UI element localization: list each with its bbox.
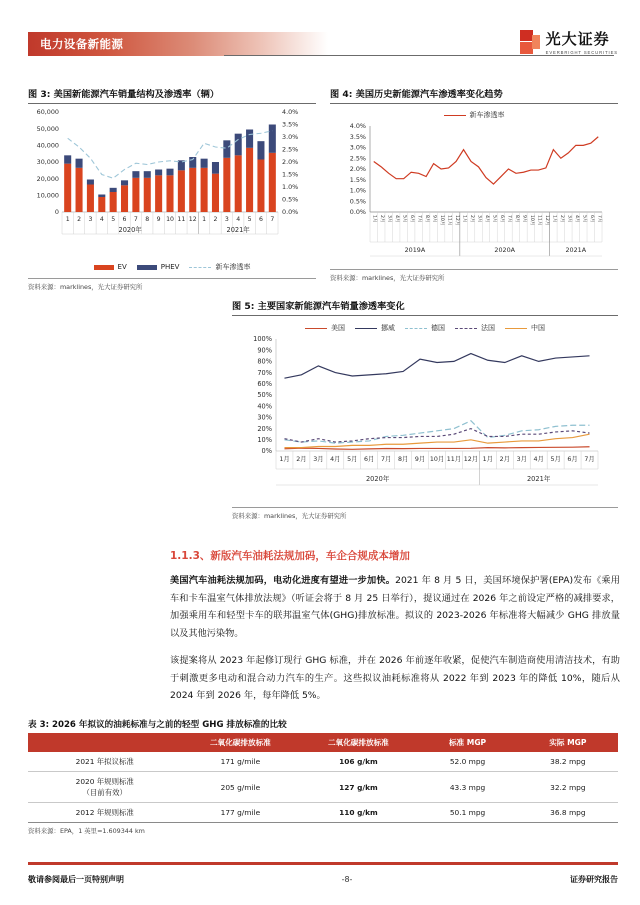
svg-text:2月: 2月 bbox=[499, 456, 510, 463]
svg-text:2月: 2月 bbox=[469, 215, 475, 223]
table-header-cell-1: 二氧化碳排放标准 bbox=[181, 733, 299, 752]
header-divider bbox=[224, 55, 614, 56]
figure-3-title: 图 3: 美国新能源汽车销量结构及渗透率（辆） bbox=[28, 89, 220, 100]
table-row bbox=[28, 752, 618, 772]
svg-text:5月: 5月 bbox=[347, 456, 358, 463]
table-cell: 177 g/mile bbox=[181, 803, 299, 823]
svg-text:11月: 11月 bbox=[536, 215, 542, 226]
table-cell: 110 g/km bbox=[299, 803, 417, 823]
svg-text:7月: 7月 bbox=[416, 215, 422, 223]
legend-item bbox=[189, 262, 250, 272]
legend-swatch bbox=[189, 267, 211, 268]
figure-5 bbox=[232, 298, 618, 520]
svg-text:2020A: 2020A bbox=[494, 246, 516, 254]
svg-text:80%: 80% bbox=[257, 357, 272, 366]
table-cell: 2021 年拟议标准 bbox=[28, 752, 181, 772]
svg-text:5月: 5月 bbox=[581, 215, 587, 223]
svg-text:12月: 12月 bbox=[543, 215, 549, 226]
svg-text:6月: 6月 bbox=[364, 456, 375, 463]
svg-text:1月: 1月 bbox=[279, 456, 290, 463]
svg-text:50%: 50% bbox=[257, 391, 272, 400]
svg-text:5: 5 bbox=[111, 216, 116, 223]
table-cell: 50.1 mpg bbox=[417, 803, 517, 823]
legend-swatch bbox=[137, 265, 157, 270]
legend-label: EV bbox=[117, 263, 127, 271]
svg-text:40,000: 40,000 bbox=[36, 141, 59, 150]
svg-text:5月: 5月 bbox=[401, 215, 407, 223]
svg-text:2021A: 2021A bbox=[565, 246, 587, 254]
svg-text:1月: 1月 bbox=[551, 215, 557, 223]
svg-text:7: 7 bbox=[133, 216, 138, 223]
svg-text:60%: 60% bbox=[257, 380, 272, 388]
legend-label: PHEV bbox=[160, 263, 180, 271]
svg-text:6月: 6月 bbox=[567, 456, 578, 463]
figure-5-title-rule bbox=[232, 315, 618, 316]
svg-text:10月: 10月 bbox=[439, 215, 445, 226]
svg-text:10,000: 10,000 bbox=[36, 191, 59, 200]
svg-text:10月: 10月 bbox=[429, 456, 445, 463]
svg-text:0.0%: 0.0% bbox=[282, 208, 299, 217]
paragraph-1-rest: 2021 年 8 月 5 日，美国环境保护署(EPA)发布《乘用车和卡车温室气体排放法规》（听证会将于 8 月 25 日举行），提议通过在 2026 年之前设定严格的减排要求，加强乘用车和轻型卡车的联邦温室气体(GHG)排放标准。拟议的 2023-2026 年标准将大幅减少 GHG 排放量以及其他污染物。 bbox=[170, 575, 620, 639]
figure-4-plot bbox=[330, 120, 618, 260]
figure-3-plot bbox=[28, 104, 316, 259]
legend-item bbox=[505, 323, 545, 333]
svg-text:8月: 8月 bbox=[424, 215, 430, 223]
svg-text:2月: 2月 bbox=[558, 215, 564, 223]
paragraph-1-lead: 美国汽车油耗法规加码，电动化进度有望进一步加快。 bbox=[170, 575, 396, 586]
table-header-cell-3: 标准 MGP bbox=[417, 733, 517, 752]
svg-text:30%: 30% bbox=[257, 413, 272, 422]
svg-text:2.0%: 2.0% bbox=[282, 158, 299, 167]
legend-swatch bbox=[505, 328, 527, 329]
svg-text:6: 6 bbox=[258, 216, 263, 223]
header-band-label: 电力设备新能源 bbox=[40, 37, 124, 51]
svg-text:3.0%: 3.0% bbox=[282, 133, 299, 142]
figure-5-title: 图 5: 主要国家新能源汽车销量渗透率变化 bbox=[232, 301, 405, 312]
svg-text:7月: 7月 bbox=[506, 215, 512, 223]
legend-label: 挪威 bbox=[381, 324, 395, 332]
legend-label: 中国 bbox=[531, 324, 545, 332]
figure-5-source: 资料来源：marklines，光大证券研究所 bbox=[232, 512, 347, 520]
legend-label: 美国 bbox=[331, 324, 345, 332]
svg-text:4.0%: 4.0% bbox=[349, 122, 366, 131]
svg-text:8: 8 bbox=[145, 216, 150, 223]
figure-3-legend bbox=[28, 262, 316, 272]
table-cell: 127 g/km bbox=[299, 772, 417, 803]
svg-text:0.5%: 0.5% bbox=[349, 197, 366, 206]
legend-item bbox=[305, 323, 345, 333]
legend-label: 新车渗透率 bbox=[215, 263, 251, 271]
svg-text:1: 1 bbox=[65, 216, 70, 223]
svg-text:0: 0 bbox=[54, 208, 59, 217]
svg-text:2月: 2月 bbox=[296, 456, 307, 463]
svg-text:50,000: 50,000 bbox=[36, 124, 59, 133]
svg-text:8月: 8月 bbox=[397, 456, 409, 463]
svg-text:3.5%: 3.5% bbox=[349, 132, 366, 141]
svg-text:60,000: 60,000 bbox=[36, 108, 59, 117]
svg-text:12月: 12月 bbox=[454, 215, 460, 226]
svg-text:1月: 1月 bbox=[461, 215, 467, 223]
figure-4-legend bbox=[330, 110, 618, 120]
svg-text:4月: 4月 bbox=[330, 456, 341, 463]
svg-text:90%: 90% bbox=[257, 346, 272, 355]
svg-text:2.0%: 2.0% bbox=[349, 165, 366, 174]
footer-left: 敬请参阅最后一页特别声明 bbox=[28, 875, 124, 884]
svg-text:20,000: 20,000 bbox=[36, 174, 59, 183]
footer-right: 证券研究报告 bbox=[570, 875, 618, 884]
paragraph-1 bbox=[170, 572, 620, 642]
svg-text:2019A: 2019A bbox=[404, 246, 426, 254]
svg-text:100%: 100% bbox=[253, 335, 272, 344]
svg-text:30,000: 30,000 bbox=[36, 158, 59, 167]
svg-text:11: 11 bbox=[177, 216, 186, 223]
table-header-cell-0 bbox=[28, 733, 181, 752]
legend-swatch bbox=[305, 328, 327, 329]
svg-text:7: 7 bbox=[270, 216, 275, 223]
svg-text:9月: 9月 bbox=[521, 215, 527, 223]
logo-text-cn: 光大证券 bbox=[545, 30, 610, 48]
svg-text:1.0%: 1.0% bbox=[282, 183, 299, 192]
logo-text-en: EVERBRIGHT SECURITIES bbox=[545, 50, 618, 55]
table-header-cell-4: 实际 MGP bbox=[518, 733, 618, 752]
table-row bbox=[28, 772, 618, 803]
table-3-title: 表 3: 2026 年拟议的油耗标准与之前的轻型 GHG 排放标准的比较 bbox=[28, 720, 287, 730]
svg-text:2: 2 bbox=[213, 216, 218, 223]
table-cell: 38.2 mpg bbox=[518, 752, 618, 772]
svg-text:8月: 8月 bbox=[513, 215, 519, 223]
paragraph-2: 该提案将从 2023 年起修订现行 GHG 标准，并在 2026 年前逐年收紧，促使汽车制造商使用清洁技术，有助于刺激更多电动和混合动力汽车的生产。这些拟议油耗标准将从 2022 年到 2023 年的降低 10%，随后从 2024 年到 2026 年，每年降低 5%。 bbox=[170, 655, 620, 701]
svg-text:2月: 2月 bbox=[379, 215, 385, 223]
svg-text:9: 9 bbox=[156, 216, 161, 223]
table-row bbox=[28, 803, 618, 823]
svg-text:3月: 3月 bbox=[516, 456, 527, 463]
svg-text:5月: 5月 bbox=[491, 215, 497, 223]
svg-text:10月: 10月 bbox=[528, 215, 534, 226]
svg-text:3月: 3月 bbox=[476, 215, 482, 223]
svg-text:6: 6 bbox=[122, 216, 127, 223]
table-cell: 171 g/mile bbox=[181, 752, 299, 772]
table-cell: 2012 年规则标准 bbox=[28, 803, 181, 823]
svg-text:40%: 40% bbox=[257, 402, 272, 411]
legend-label: 法国 bbox=[481, 324, 495, 332]
legend-swatch bbox=[94, 265, 114, 270]
svg-text:7月: 7月 bbox=[596, 215, 602, 223]
svg-text:7月: 7月 bbox=[381, 456, 392, 463]
svg-text:3月: 3月 bbox=[313, 456, 324, 463]
svg-text:20%: 20% bbox=[257, 424, 272, 433]
svg-text:3月: 3月 bbox=[386, 215, 392, 223]
table-3-body bbox=[28, 752, 618, 823]
svg-text:7月: 7月 bbox=[584, 456, 595, 463]
svg-text:1.0%: 1.0% bbox=[349, 186, 366, 195]
svg-text:0.5%: 0.5% bbox=[282, 195, 299, 204]
svg-text:9月: 9月 bbox=[414, 456, 426, 463]
svg-text:9月: 9月 bbox=[431, 215, 437, 223]
svg-text:3.0%: 3.0% bbox=[349, 143, 366, 152]
table-cell: 2020 年规则标准 （目前有效） bbox=[28, 772, 181, 803]
svg-text:4月: 4月 bbox=[533, 456, 544, 463]
footer-page-number: -8- bbox=[341, 875, 353, 884]
svg-text:2: 2 bbox=[77, 216, 82, 223]
table-cell: 43.3 mpg bbox=[417, 772, 517, 803]
svg-text:4月: 4月 bbox=[573, 215, 579, 223]
body-text bbox=[170, 572, 620, 715]
legend-item bbox=[444, 110, 505, 120]
svg-text:0.0%: 0.0% bbox=[349, 208, 366, 217]
svg-text:1.5%: 1.5% bbox=[282, 170, 299, 179]
svg-text:2020年: 2020年 bbox=[365, 475, 390, 483]
svg-text:12: 12 bbox=[188, 216, 197, 223]
svg-text:10: 10 bbox=[166, 216, 174, 223]
svg-text:2.5%: 2.5% bbox=[282, 145, 299, 154]
legend-swatch bbox=[355, 328, 377, 329]
figure-5-legend bbox=[232, 323, 618, 333]
legend-swatch bbox=[405, 328, 427, 329]
svg-text:4.0%: 4.0% bbox=[282, 108, 299, 117]
legend-swatch bbox=[455, 328, 477, 329]
legend-item bbox=[94, 263, 127, 271]
svg-text:10%: 10% bbox=[257, 436, 272, 444]
table-cell: 205 g/mile bbox=[181, 772, 299, 803]
legend-item bbox=[455, 323, 495, 333]
svg-text:6月: 6月 bbox=[409, 215, 415, 223]
table-3-source: 资料来源：EPA，1 英里=1.609344 km bbox=[28, 827, 145, 835]
svg-text:3: 3 bbox=[88, 216, 93, 223]
footer-rule bbox=[28, 862, 618, 865]
table-3-block bbox=[28, 718, 618, 835]
svg-text:11月: 11月 bbox=[446, 456, 462, 463]
page-footer bbox=[28, 874, 618, 885]
svg-text:1.5%: 1.5% bbox=[349, 175, 366, 184]
table-cell: 32.2 mpg bbox=[518, 772, 618, 803]
table-cell: 36.8 mpg bbox=[518, 803, 618, 823]
svg-text:4月: 4月 bbox=[484, 215, 489, 223]
svg-text:70%: 70% bbox=[257, 368, 272, 377]
header-band bbox=[28, 32, 328, 56]
figure-3 bbox=[28, 86, 316, 291]
svg-text:4月: 4月 bbox=[394, 215, 400, 223]
svg-text:6月: 6月 bbox=[588, 215, 594, 223]
svg-text:6月: 6月 bbox=[498, 215, 504, 223]
page-header bbox=[0, 28, 640, 70]
svg-text:1: 1 bbox=[202, 216, 207, 223]
legend-item bbox=[355, 323, 395, 333]
svg-text:11月: 11月 bbox=[446, 215, 452, 226]
table-cell: 52.0 mpg bbox=[417, 752, 517, 772]
figure-4-title-rule bbox=[330, 103, 618, 104]
table-cell: 106 g/km bbox=[299, 752, 417, 772]
brand-logo bbox=[520, 28, 618, 55]
svg-text:3月: 3月 bbox=[566, 215, 572, 223]
figure-4-source: 资料来源：marklines，光大证券研究所 bbox=[330, 274, 445, 282]
table-header-row bbox=[28, 733, 618, 752]
svg-text:12月: 12月 bbox=[463, 456, 479, 463]
figure-4-title: 图 4: 美国历史新能源汽车渗透率变化趋势 bbox=[330, 89, 503, 100]
svg-text:3.5%: 3.5% bbox=[282, 120, 299, 129]
everbright-logo-icon bbox=[520, 30, 540, 54]
figure-4 bbox=[330, 86, 618, 282]
legend-item bbox=[405, 323, 445, 333]
svg-text:2.5%: 2.5% bbox=[349, 154, 366, 163]
svg-text:4: 4 bbox=[236, 216, 241, 223]
table-header-cell-2: 二氧化碳排放标准 bbox=[299, 733, 417, 752]
legend-swatch bbox=[444, 115, 466, 116]
svg-text:2021年: 2021年 bbox=[226, 226, 250, 234]
svg-text:3: 3 bbox=[224, 216, 229, 223]
svg-text:2020年: 2020年 bbox=[118, 226, 142, 234]
section-heading: 1.1.3、新版汽车油耗法规加码，车企合规成本增加 bbox=[170, 550, 410, 562]
legend-label: 新车渗透率 bbox=[469, 111, 505, 119]
legend-label: 德国 bbox=[431, 324, 445, 332]
svg-text:1月: 1月 bbox=[482, 456, 493, 463]
figure-3-source: 资料来源：marklines，光大证券研究所 bbox=[28, 283, 143, 291]
svg-text:5月: 5月 bbox=[550, 456, 561, 463]
svg-text:1月: 1月 bbox=[371, 215, 377, 223]
svg-text:0%: 0% bbox=[261, 447, 272, 456]
legend-item bbox=[137, 263, 180, 271]
table-3 bbox=[28, 733, 618, 823]
svg-text:2021年: 2021年 bbox=[526, 475, 551, 483]
svg-text:4: 4 bbox=[99, 216, 104, 223]
svg-text:5: 5 bbox=[247, 216, 252, 223]
figure-5-plot bbox=[232, 333, 618, 498]
